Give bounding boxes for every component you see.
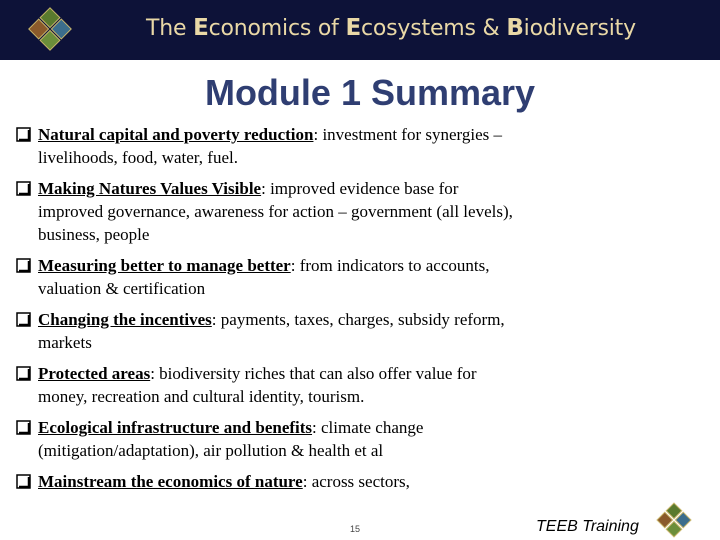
bullet-item xyxy=(16,362,516,408)
bullet-item xyxy=(16,177,516,246)
checkbox-bullet-icon xyxy=(16,181,31,196)
bullet-term: Protected areas xyxy=(38,364,151,383)
bullet-item xyxy=(16,308,516,354)
bullet-text: : improved evidence base for improved governance, awareness for action – government (all levels), business, people xyxy=(38,179,513,244)
header-bar xyxy=(0,0,720,60)
header-title-text: iodiversity xyxy=(523,16,636,41)
bullet-text: : investment for synergies –livelihoods, food, water, fuel. xyxy=(38,125,503,167)
bullet-term: Ecological infrastructure and benefits xyxy=(38,418,313,437)
header-title-capital: B xyxy=(506,15,524,41)
header-title-text: The xyxy=(146,16,194,41)
bullet-term: Natural capital and poverty reduction xyxy=(38,125,314,144)
header-title-text: cosystems & xyxy=(361,16,507,41)
bullet-term: Making Natures Values Visible xyxy=(38,179,262,198)
bullet-text: : biodiversity riches that can also offer value for money, recreation and cultural identity, tourism. xyxy=(38,364,477,406)
bullet-text: : climate change (mitigation/adaptation), air pollution & health et al xyxy=(38,418,424,460)
bullet-term: Measuring better to manage better xyxy=(38,256,291,275)
teeb-footer-logo-icon xyxy=(654,500,694,540)
bullet-term: Mainstream the economics of nature xyxy=(38,472,303,491)
bullet-item xyxy=(16,416,516,462)
header-title-text: conomics of xyxy=(208,16,346,41)
slide-title: Module 1 Summary xyxy=(204,72,536,113)
bullet-text: : across sectors, xyxy=(302,472,410,491)
teeb-logo-icon xyxy=(26,5,74,53)
checkbox-bullet-icon xyxy=(16,258,31,273)
header-title-capital: E xyxy=(193,15,209,41)
checkbox-bullet-icon xyxy=(16,312,31,327)
bullet-text: : from indicators to accounts, valuation & certification xyxy=(38,256,490,298)
checkbox-bullet-icon xyxy=(16,127,31,142)
bullet-text: : payments, taxes, charges, subsidy reform, markets xyxy=(38,310,505,352)
bullet-list xyxy=(16,123,516,501)
bullet-item xyxy=(16,254,516,300)
page-number: 15 xyxy=(350,524,361,534)
header-title xyxy=(146,15,636,41)
header-title-capital: E xyxy=(345,15,362,41)
checkbox-bullet-icon xyxy=(16,366,31,381)
footer-label: TEEB Training xyxy=(536,518,639,535)
bullet-term: Changing the incentives xyxy=(38,310,212,329)
checkbox-bullet-icon xyxy=(16,420,31,435)
bullet-item xyxy=(16,470,516,493)
bullet-item xyxy=(16,123,516,169)
checkbox-bullet-icon xyxy=(16,474,31,489)
